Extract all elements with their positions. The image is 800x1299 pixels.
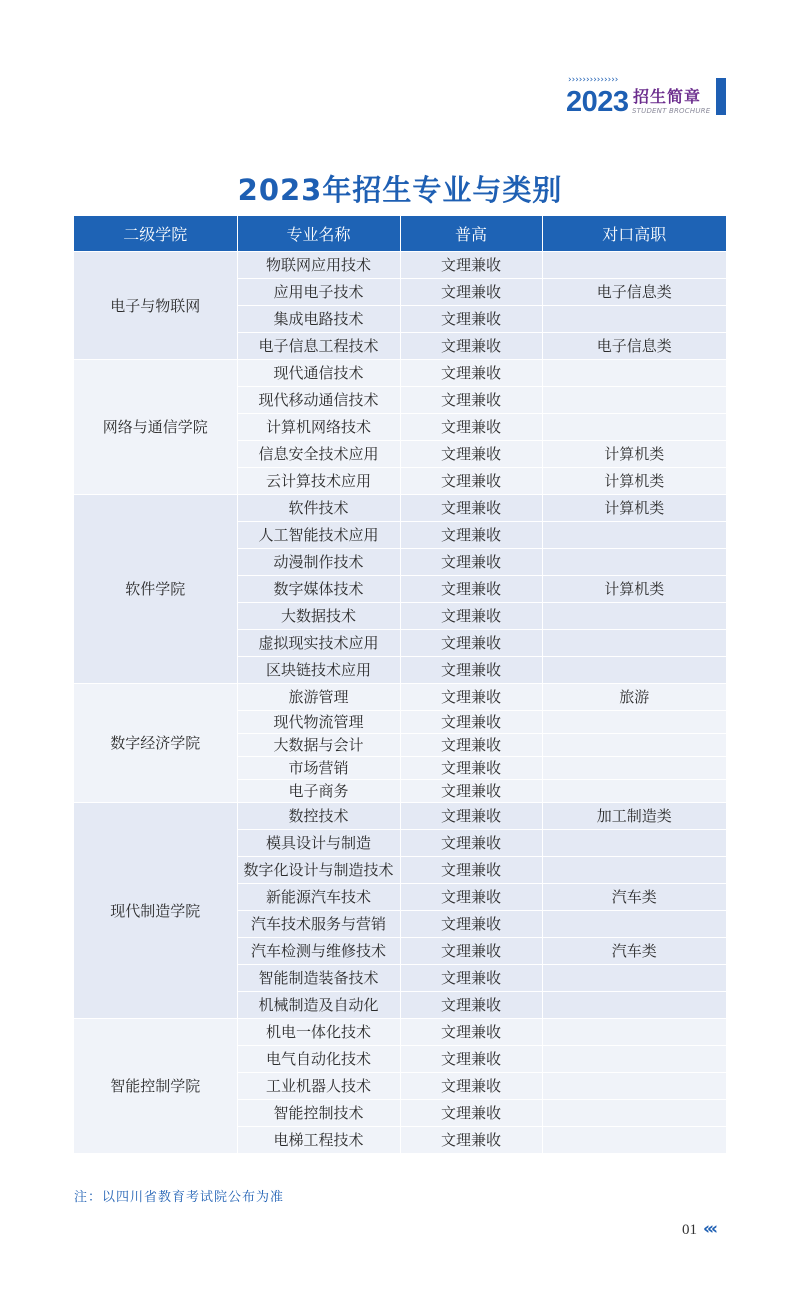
major-cell: 模具设计与制造 [237, 830, 400, 857]
major-cell: 数字化设计与制造技术 [237, 857, 400, 884]
major-cell: 应用电子技术 [237, 279, 400, 306]
duikou-cell [542, 734, 726, 757]
duikou-cell [542, 549, 726, 576]
pugao-cell: 文理兼收 [400, 711, 542, 734]
college-cell: 网络与通信学院 [74, 360, 237, 495]
major-cell: 动漫制作技术 [237, 549, 400, 576]
duikou-cell [542, 992, 726, 1019]
duikou-cell [542, 1019, 726, 1046]
duikou-cell [542, 911, 726, 938]
table-row [74, 495, 726, 522]
pugao-cell: 文理兼收 [400, 992, 542, 1019]
column-header-duikou: 对口高职 [542, 216, 726, 252]
pugao-cell: 文理兼收 [400, 1127, 542, 1154]
header-title-en: STUDENT BROCHURE [632, 107, 711, 115]
major-cell: 虚拟现实技术应用 [237, 630, 400, 657]
duikou-cell [542, 1100, 726, 1127]
duikou-cell [542, 522, 726, 549]
pugao-cell: 文理兼收 [400, 279, 542, 306]
column-header-college: 二级学院 [74, 216, 237, 252]
duikou-cell [542, 1073, 726, 1100]
duikou-cell [542, 414, 726, 441]
major-cell: 电子信息工程技术 [237, 333, 400, 360]
major-cell: 机电一体化技术 [237, 1019, 400, 1046]
major-cell: 智能制造装备技术 [237, 965, 400, 992]
major-cell: 旅游管理 [237, 684, 400, 711]
major-cell: 物联网应用技术 [237, 252, 400, 279]
major-cell: 计算机网络技术 [237, 414, 400, 441]
duikou-cell [542, 1046, 726, 1073]
major-cell: 人工智能技术应用 [237, 522, 400, 549]
college-cell: 智能控制学院 [74, 1019, 237, 1154]
pugao-cell: 文理兼收 [400, 522, 542, 549]
major-cell: 软件技术 [237, 495, 400, 522]
page-number: 01 [682, 1222, 697, 1238]
duikou-cell: 加工制造类 [542, 803, 726, 830]
pugao-cell: 文理兼收 [400, 495, 542, 522]
duikou-cell [542, 387, 726, 414]
column-header-major: 专业名称 [237, 216, 400, 252]
pugao-cell: 文理兼收 [400, 468, 542, 495]
duikou-cell [542, 965, 726, 992]
duikou-cell [542, 780, 726, 803]
header-title-cn: 招生简章 [633, 87, 702, 106]
major-cell: 数控技术 [237, 803, 400, 830]
college-cell: 现代制造学院 [74, 803, 237, 1019]
major-cell: 新能源汽车技术 [237, 884, 400, 911]
major-cell: 信息安全技术应用 [237, 441, 400, 468]
table-row [74, 803, 726, 830]
college-cell: 电子与物联网 [74, 252, 237, 360]
pugao-cell: 文理兼收 [400, 549, 542, 576]
table-row [74, 360, 726, 387]
footnote: 注：以四川省教育考试院公布为准 [74, 1190, 285, 1205]
duikou-cell [542, 252, 726, 279]
pugao-cell: 文理兼收 [400, 333, 542, 360]
duikou-cell [542, 1127, 726, 1154]
duikou-cell [542, 306, 726, 333]
major-cell: 数字媒体技术 [237, 576, 400, 603]
table-row [74, 1019, 726, 1046]
pugao-cell: 文理兼收 [400, 441, 542, 468]
major-cell: 汽车检测与维修技术 [237, 938, 400, 965]
pugao-cell: 文理兼收 [400, 657, 542, 684]
pugao-cell: 文理兼收 [400, 803, 542, 830]
pugao-cell: 文理兼收 [400, 1019, 542, 1046]
majors-table [74, 216, 726, 1153]
pugao-cell: 文理兼收 [400, 911, 542, 938]
major-cell: 市场营销 [237, 757, 400, 780]
pugao-cell: 文理兼收 [400, 1073, 542, 1100]
major-cell: 现代通信技术 [237, 360, 400, 387]
duikou-cell [542, 711, 726, 734]
pugao-cell: 文理兼收 [400, 884, 542, 911]
header-year: 2023 [566, 86, 629, 118]
pugao-cell: 文理兼收 [400, 576, 542, 603]
pugao-cell: 文理兼收 [400, 387, 542, 414]
duikou-cell: 电子信息类 [542, 279, 726, 306]
major-cell: 电梯工程技术 [237, 1127, 400, 1154]
pugao-cell: 文理兼收 [400, 830, 542, 857]
duikou-cell [542, 630, 726, 657]
header-accent-bar [716, 78, 726, 115]
duikou-cell: 计算机类 [542, 495, 726, 522]
pugao-cell: 文理兼收 [400, 252, 542, 279]
duikou-cell [542, 857, 726, 884]
duikou-cell: 汽车类 [542, 938, 726, 965]
duikou-cell: 计算机类 [542, 468, 726, 495]
major-cell: 大数据与会计 [237, 734, 400, 757]
pugao-cell: 文理兼收 [400, 306, 542, 333]
duikou-cell [542, 830, 726, 857]
major-cell: 云计算技术应用 [237, 468, 400, 495]
pugao-cell: 文理兼收 [400, 780, 542, 803]
pugao-cell: 文理兼收 [400, 857, 542, 884]
duikou-cell [542, 657, 726, 684]
major-cell: 大数据技术 [237, 603, 400, 630]
major-cell: 工业机器人技术 [237, 1073, 400, 1100]
major-cell: 现代物流管理 [237, 711, 400, 734]
major-cell: 智能控制技术 [237, 1100, 400, 1127]
pugao-cell: 文理兼收 [400, 757, 542, 780]
major-cell: 现代移动通信技术 [237, 387, 400, 414]
table-row [74, 252, 726, 279]
pugao-cell: 文理兼收 [400, 1046, 542, 1073]
duikou-cell: 电子信息类 [542, 333, 726, 360]
header-arrows: ›››››››››››››› [568, 75, 619, 85]
pugao-cell: 文理兼收 [400, 1100, 542, 1127]
major-cell: 电气自动化技术 [237, 1046, 400, 1073]
table-row [74, 684, 726, 711]
major-cell: 集成电路技术 [237, 306, 400, 333]
major-cell: 机械制造及自动化 [237, 992, 400, 1019]
pugao-cell: 文理兼收 [400, 734, 542, 757]
duikou-cell [542, 603, 726, 630]
pugao-cell: 文理兼收 [400, 603, 542, 630]
college-cell: 软件学院 [74, 495, 237, 684]
pugao-cell: 文理兼收 [400, 630, 542, 657]
duikou-cell: 汽车类 [542, 884, 726, 911]
chevron-left-icon: ‹‹‹ [703, 1219, 716, 1239]
brochure-header-badge [566, 74, 726, 118]
duikou-cell: 旅游 [542, 684, 726, 711]
duikou-cell [542, 757, 726, 780]
pugao-cell: 文理兼收 [400, 684, 542, 711]
pugao-cell: 文理兼收 [400, 360, 542, 387]
duikou-cell: 计算机类 [542, 576, 726, 603]
pugao-cell: 文理兼收 [400, 414, 542, 441]
table-body [74, 252, 726, 1154]
college-cell: 数字经济学院 [74, 684, 237, 803]
page-title: 2023年招生专业与类别 [237, 173, 563, 207]
major-cell: 电子商务 [237, 780, 400, 803]
pugao-cell: 文理兼收 [400, 965, 542, 992]
major-cell: 汽车技术服务与营销 [237, 911, 400, 938]
column-header-pugao: 普高 [400, 216, 542, 252]
duikou-cell: 计算机类 [542, 441, 726, 468]
pugao-cell: 文理兼收 [400, 938, 542, 965]
major-cell: 区块链技术应用 [237, 657, 400, 684]
duikou-cell [542, 360, 726, 387]
table-header-row [74, 216, 726, 252]
